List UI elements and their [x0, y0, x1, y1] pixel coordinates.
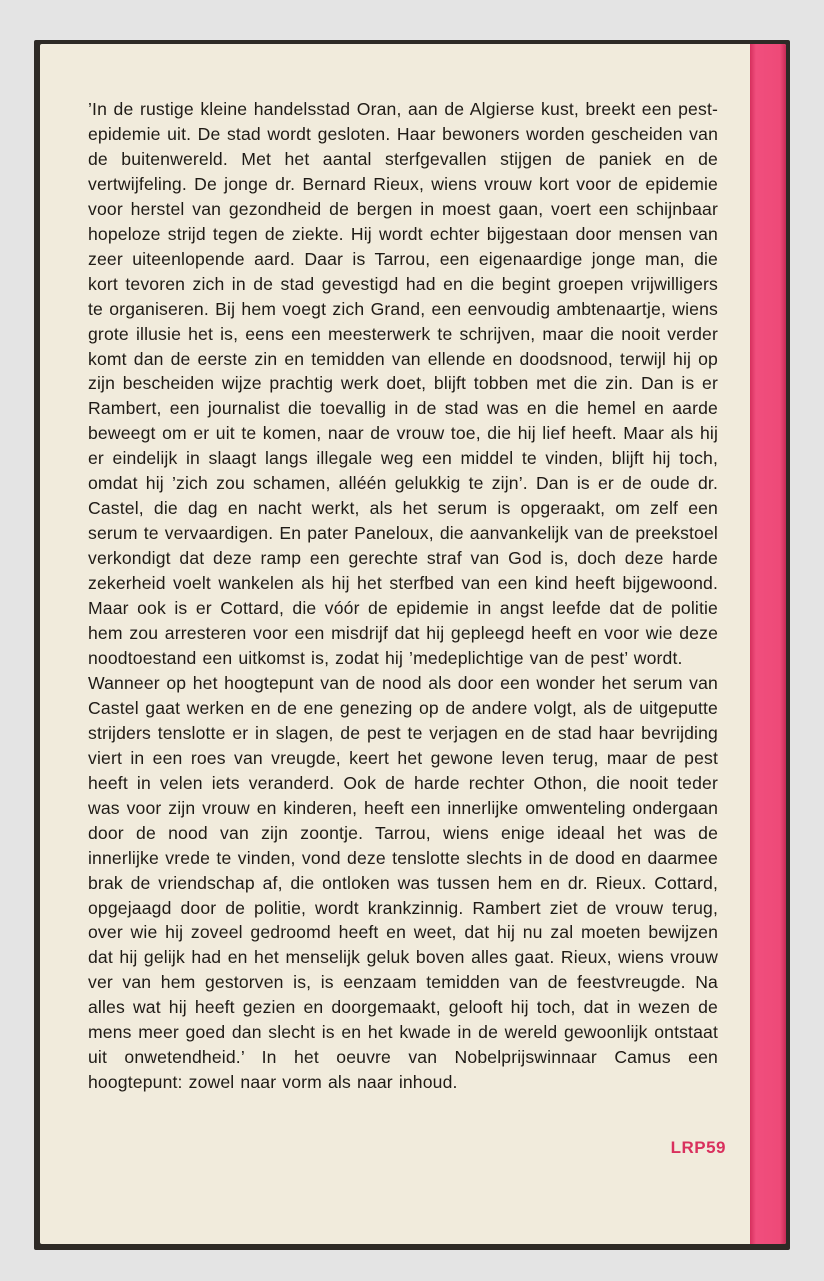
- book-back-cover: [40, 44, 786, 1244]
- series-code: LRP59: [670, 1138, 726, 1157]
- blurb-text: [88, 97, 718, 1095]
- blurb-paragraph-1: ’In de rustige kleine handelsstad Oran, aan de Algierse kust, breekt een pest-epidemie uit. De stad wordt gesloten. Haar bewoners worden gescheiden van de buitenwereld. Met het aantal sterfgevallen stijgen de paniek en de vertwijfeling. De jonge dr. Bernard Rieux, wiens vrouw kort voor de epidemie voor herstel van gezondheid de bergen in moest gaan, voert een schijnbaar hopeloze strijd tegen de ziekte. Hij wordt echter bijgestaan door mensen van zeer uiteenlopende aard. Daar is Tarrou, een eigenaardige jonge man, die kort tevoren zich in de stad gevestigd had en die begint groepen vrijwilligers te organiseren. Bij hem voegt zich Grand, een eenvoudig ambtenaartje, wiens grote illusie het is, eens een meesterwerk te schrijven, maar die nooit verder komt dan de eerste zin en temidden van ellende en doodsnood, terwijl hij op zijn bescheiden wijze prachtig werk doet, blijft tobben met die zin. Dan is er Rambert, een journalist die toevallig in de stad was en die hemel en aarde beweegt om er uit te komen, naar de vrouw toe, die hij lief heeft. Maar als hij er eindelijk in slaagt langs illegale weg een middel te vinden, blijft hij toch, omdat hij ’zich zou schamen, alléén gelukkig te zijn’. Dan is er de oude dr. Castel, die dag en nacht werkt, als het serum is opgeraakt, om zelf een serum te vervaardigen. En pater Paneloux, die aanvankelijk van de preekstoel verkondigt dat deze ramp een gerechte straf van God is, doch deze harde zekerheid voelt wankelen als hij het sterfbed van een kind heeft bijgewoond. Maar ook is er Cottard, die vóór de epidemie in angst leefde dat de politie hem zou arresteren voor een misdrijf dat hij gepleegd heeft en voor wie deze noodtoestand een uitkomst is, zodat hij ’medeplichtige van de pest’ wordt.: [88, 99, 718, 668]
- pink-spine-edge: [750, 44, 786, 1244]
- blurb-paragraph-2: Wanneer op het hoogtepunt van de nood als door een wonder het serum van Castel gaat werken en de ene genezing op de andere volgt, als de uitgeputte strijders tenslotte er in slagen, de pest te verjagen en de stad haar bevrijding viert in een roes van vreugde, keert het gewone leven terug, maar de pest heeft in velen iets veranderd. Ook de harde rechter Othon, die nooit teder was voor zijn vrouw en kinderen, heeft een innerlijke omwenteling ondergaan door de nood van zijn zoontje. Tarrou, wiens enige ideaal het was de innerlijke vrede te vinden, vond deze tenslotte slechts in de dood en daarmee brak de vriendschap af, die ontloken was tussen hem en dr. Rieux. Cottard, opgejaagd door de politie, wordt krankzinnig. Rambert ziet de vrouw terug, over wie hij zoveel gedroomd heeft en weet, dat hij nu zal moeten bewijzen dat hij gelijk had en het menselijk geluk boven alles gaat. Rieux, wiens vrouw ver van hem gestorven is, is eenzaam temidden van de feestvreugde. Na alles wat hij heeft gezien en doorgemaakt, gelooft hij toch, dat in wezen de mens meer goed dan slecht is en het kwade in de wereld gewoonlijk ontstaat uit onwetendheid.’ In het oeuvre van Nobelprijswinnaar Camus een hoogtepunt: zowel naar vorm als naar inhoud.: [88, 672, 718, 1093]
